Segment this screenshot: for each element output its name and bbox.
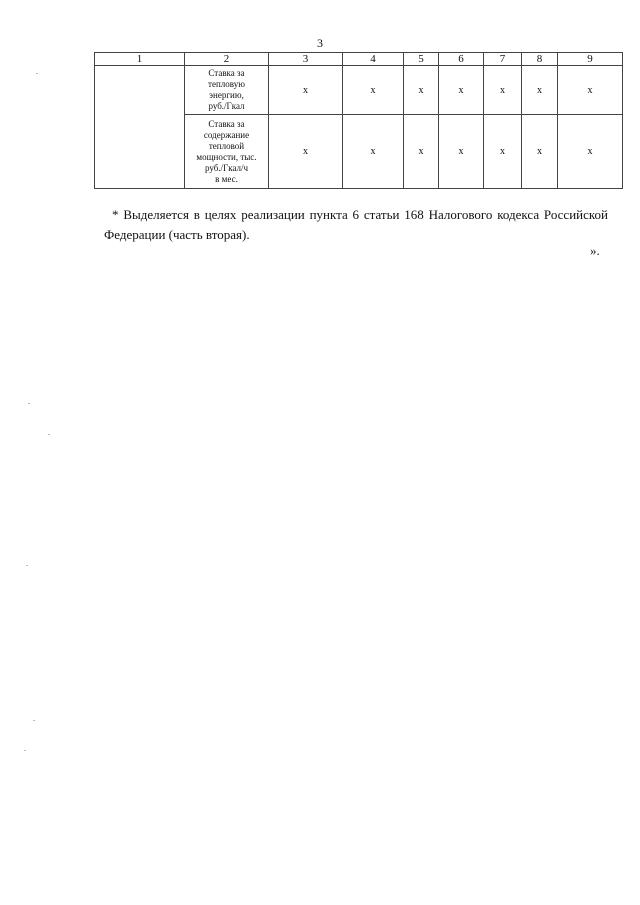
table-cell: x — [522, 115, 558, 189]
label-line: тепловой — [208, 140, 245, 151]
table-cell: x — [343, 115, 404, 189]
table-cell: x — [484, 66, 522, 115]
table-cell: x — [269, 115, 343, 189]
footnote: * Выделяется в целях реализации пункта 6 статьи 168 Налогового кодекса Российской Федерации (часть вторая). — [104, 207, 608, 242]
label-line: энергию, — [209, 90, 244, 100]
label-line: руб./Гкал/ч — [204, 162, 249, 173]
table-cell: x — [269, 66, 343, 115]
scan-speck — [33, 720, 35, 721]
table-header-row — [95, 53, 623, 66]
empty-cell — [95, 66, 185, 189]
table-cell: x — [439, 66, 484, 115]
header-cell: 7 — [484, 53, 522, 66]
scan-speck — [24, 750, 26, 751]
scan-speck — [36, 73, 38, 74]
label-line: мощности, тыс. — [196, 151, 257, 162]
header-cell: 3 — [269, 53, 343, 66]
header-cell: 8 — [522, 53, 558, 66]
table-cell: x — [558, 115, 623, 189]
label-line: содержание — [203, 129, 250, 140]
tariff-table — [94, 52, 623, 189]
header-cell: 6 — [439, 53, 484, 66]
row-label-heat-energy-rate — [185, 66, 269, 115]
label-line: руб./Гкал — [208, 101, 245, 111]
header-cell: 5 — [404, 53, 439, 66]
header-cell: 9 — [558, 53, 623, 66]
label-line: в мес. — [215, 173, 238, 184]
table-row — [95, 66, 623, 115]
header-cell: 2 — [185, 53, 269, 66]
page-number: 3 — [317, 36, 323, 50]
table-cell: x — [404, 66, 439, 115]
label-line: Ставка за — [208, 68, 245, 78]
scan-speck — [28, 403, 30, 404]
closing-quote: ». — [590, 243, 600, 258]
table-cell: x — [522, 66, 558, 115]
scan-speck — [26, 565, 28, 566]
table-cell: x — [558, 66, 623, 115]
table-cell: x — [484, 115, 522, 189]
table-cell: x — [404, 115, 439, 189]
row-label-capacity-rate — [185, 115, 269, 189]
scan-speck — [48, 434, 50, 435]
header-cell: 4 — [343, 53, 404, 66]
label-line: тепловую — [208, 79, 245, 89]
label-line: Ставка за — [208, 118, 245, 129]
table-cell: x — [439, 115, 484, 189]
table-cell: x — [343, 66, 404, 115]
header-cell: 1 — [95, 53, 185, 66]
